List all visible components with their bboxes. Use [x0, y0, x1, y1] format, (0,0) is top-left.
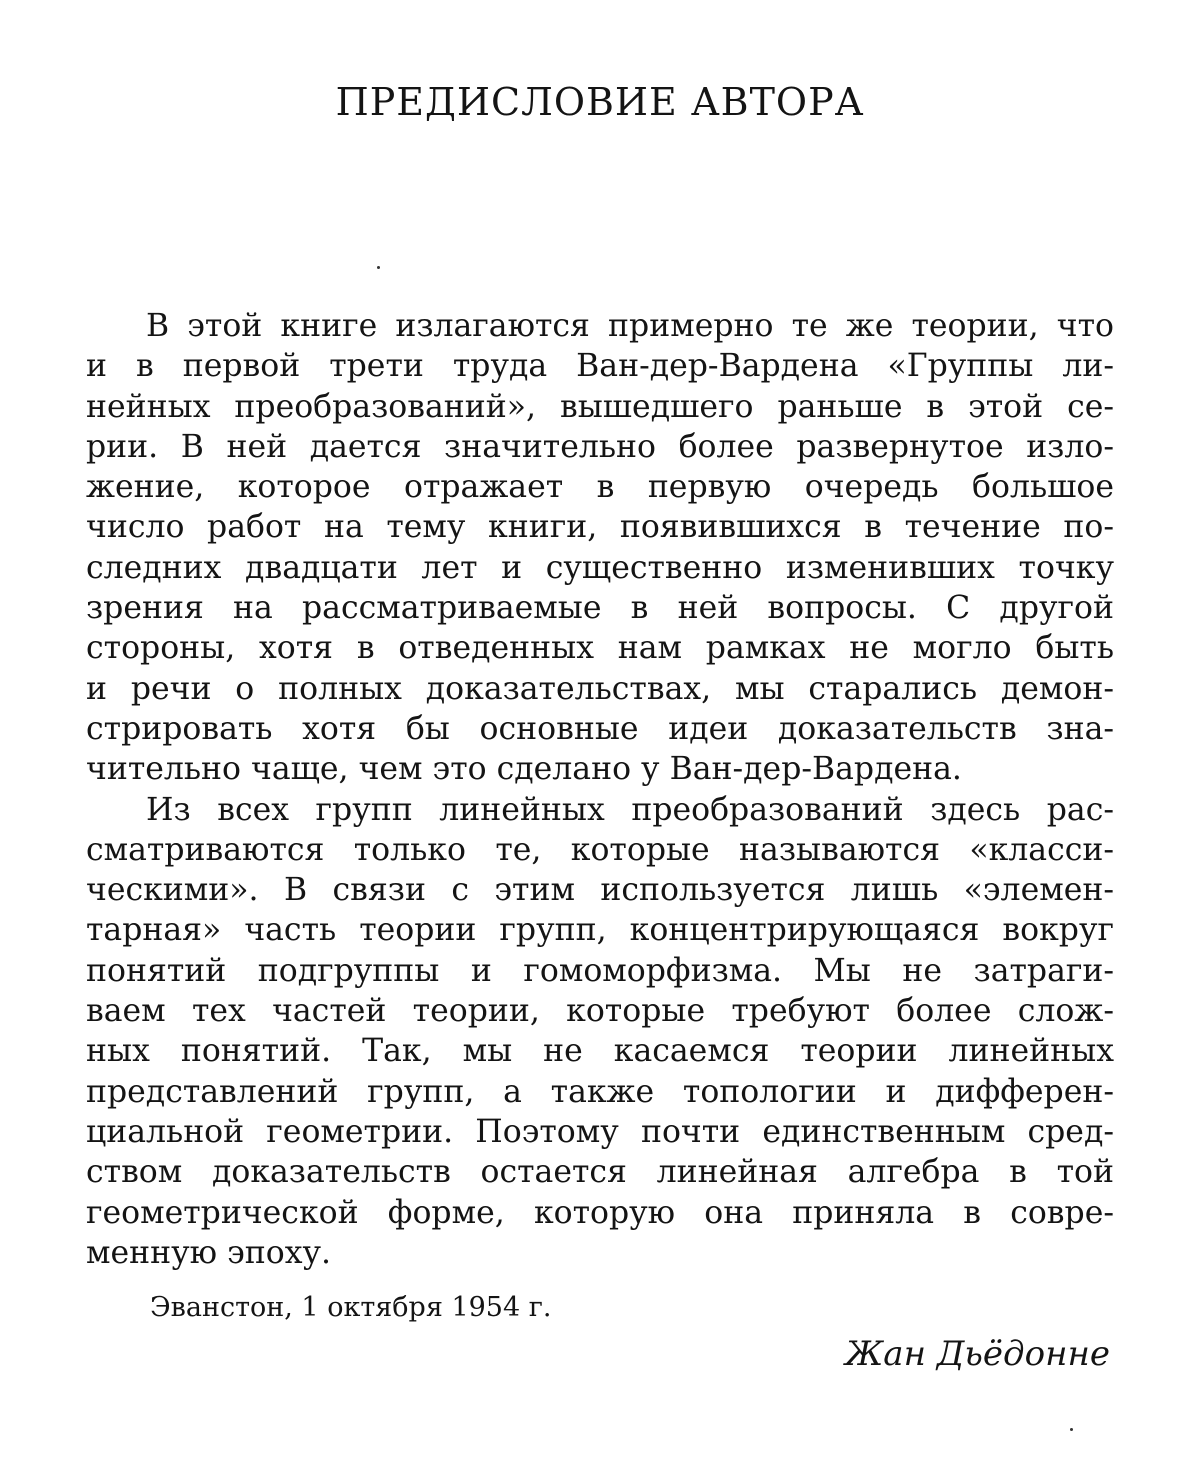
text-line: геометрической форме, которую она приняла в совре- — [86, 1194, 1114, 1231]
text-line: зрения на рассматриваемые в ней вопросы. С другой — [86, 590, 1114, 627]
text-line: и в первой трети труда Ван-дер-Вардена «Группы ли- — [86, 348, 1114, 385]
page-title: ПРЕДИСЛОВИЕ АВТОРА — [335, 80, 865, 124]
text-line: В этой книге излагаются примерно те же теории, что — [146, 308, 1114, 344]
text-line: сматриваются только те, которые называются «класси- — [86, 831, 1114, 868]
text-line: нейных преобразований», вышедшего раньше в этой се- — [86, 388, 1114, 425]
text-line: следних двадцати лет и существенно изменивших точку — [86, 549, 1114, 586]
place-and-date: Эванстон, 1 октября 1954 г. — [150, 1292, 552, 1323]
text-line: рии. В ней дается значительно более развернутое изло- — [86, 428, 1114, 465]
text-line: число работ на тему книги, появившихся в течение по- — [86, 509, 1114, 546]
text-line: представлений групп, а также топологии и дифферен- — [86, 1073, 1114, 1110]
text-line: стороны, хотя в отведенных нам рамках не могло быть — [86, 630, 1114, 667]
text-line: и речи о полных доказательствах, мы старались демон- — [86, 670, 1114, 707]
text-line: тарная» часть теории групп, концентрирующаяся вокруг — [86, 912, 1114, 949]
text-line: Из всех групп линейных преобразований здесь рас- — [146, 791, 1114, 828]
text-line: понятий подгруппы и гомоморфизма. Мы не затраги- — [86, 952, 1114, 989]
text-line: менную эпоху. — [86, 1234, 332, 1271]
print-speck — [1070, 1428, 1073, 1431]
text-line: ством доказательств остается линейная алгебра в той — [86, 1154, 1114, 1191]
author-signature: Жан Дьёдонне — [845, 1334, 1110, 1374]
text-line: циальной геометрии. Поэтому почти единственным сред- — [86, 1113, 1114, 1150]
text-line: ваем тех частей теории, которые требуют более слож- — [86, 993, 1114, 1030]
text-line: ческими». В связи с этим используется лишь «элемен- — [86, 872, 1114, 909]
print-speck — [377, 266, 380, 269]
preface-body — [86, 306, 1114, 1273]
text-line: чительно чаще, чем это сделано у Ван-дер-Вардена. — [86, 751, 962, 788]
text-line: стрировать хотя бы основные идеи доказательств зна- — [86, 710, 1114, 747]
text-line: жение, которое отражает в первую очередь большое — [86, 469, 1114, 506]
text-line: ных понятий. Так, мы не касаемся теории линейных — [86, 1033, 1114, 1070]
